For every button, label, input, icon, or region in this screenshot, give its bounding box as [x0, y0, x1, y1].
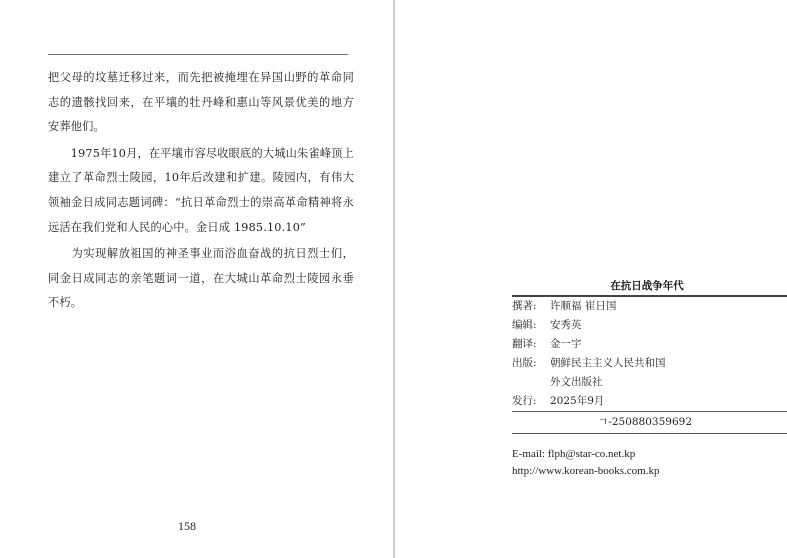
publisher-label: 出版:	[512, 357, 537, 369]
issued-line	[512, 392, 787, 411]
translator-line	[512, 335, 787, 354]
book-spine	[393, 0, 395, 558]
author-line	[512, 297, 787, 316]
paragraph-1: 把父母的坟墓迁移过来，而先把被掩埋在异国山野的革命同志的遗骸找回来，在平壤的牡丹峰和惠山等风景优美的地方安葬他们。	[48, 71, 354, 134]
publisher-line	[512, 354, 787, 373]
paragraph-3: 为实现解放祖国的神圣事业而浴血奋战的抗日烈士们，同金日成同志的亲笔题词一道，在大城山革命烈士陵园永垂不朽。	[48, 247, 354, 310]
publisher-line-2: 外文出版社	[550, 376, 603, 388]
publication-code: ㄱ-250880359692	[598, 416, 692, 428]
colophon	[512, 277, 787, 480]
website-contact: http://www.korean-books.com.kp	[512, 465, 660, 477]
editor-line	[512, 316, 787, 335]
issued-label: 发行:	[512, 395, 537, 407]
body-text	[48, 66, 354, 318]
publisher-value: 朝鲜民主主义人民共和国	[550, 357, 666, 369]
author-label: 撰著:	[512, 300, 537, 312]
book-title: 在抗日战争年代	[610, 280, 684, 292]
translator-label: 翻译:	[512, 338, 537, 350]
paragraph-2: 1975年10月，在平壤市容尽收眼底的大城山朱雀峰顶上建立了革命烈士陵园，10年后改建和扩建。陵园内，有伟大领袖金日成同志题词碑：“抗日革命烈士的崇高革命精神将永远活在我们党和人民的心中。金日成 1985.10.10”	[48, 146, 354, 234]
translator-value: 金一宇	[550, 338, 582, 350]
author-value: 许顺福 崔日国	[550, 300, 617, 312]
issued-value: 2025年9月	[550, 395, 605, 407]
email-contact: E-mail: flph@star-co.net.kp	[512, 448, 636, 460]
top-rule	[48, 54, 348, 55]
right-page	[396, 0, 787, 558]
page-number: 158	[178, 519, 196, 533]
editor-label: 编辑:	[512, 319, 537, 331]
editor-value: 安秀英	[550, 319, 582, 331]
